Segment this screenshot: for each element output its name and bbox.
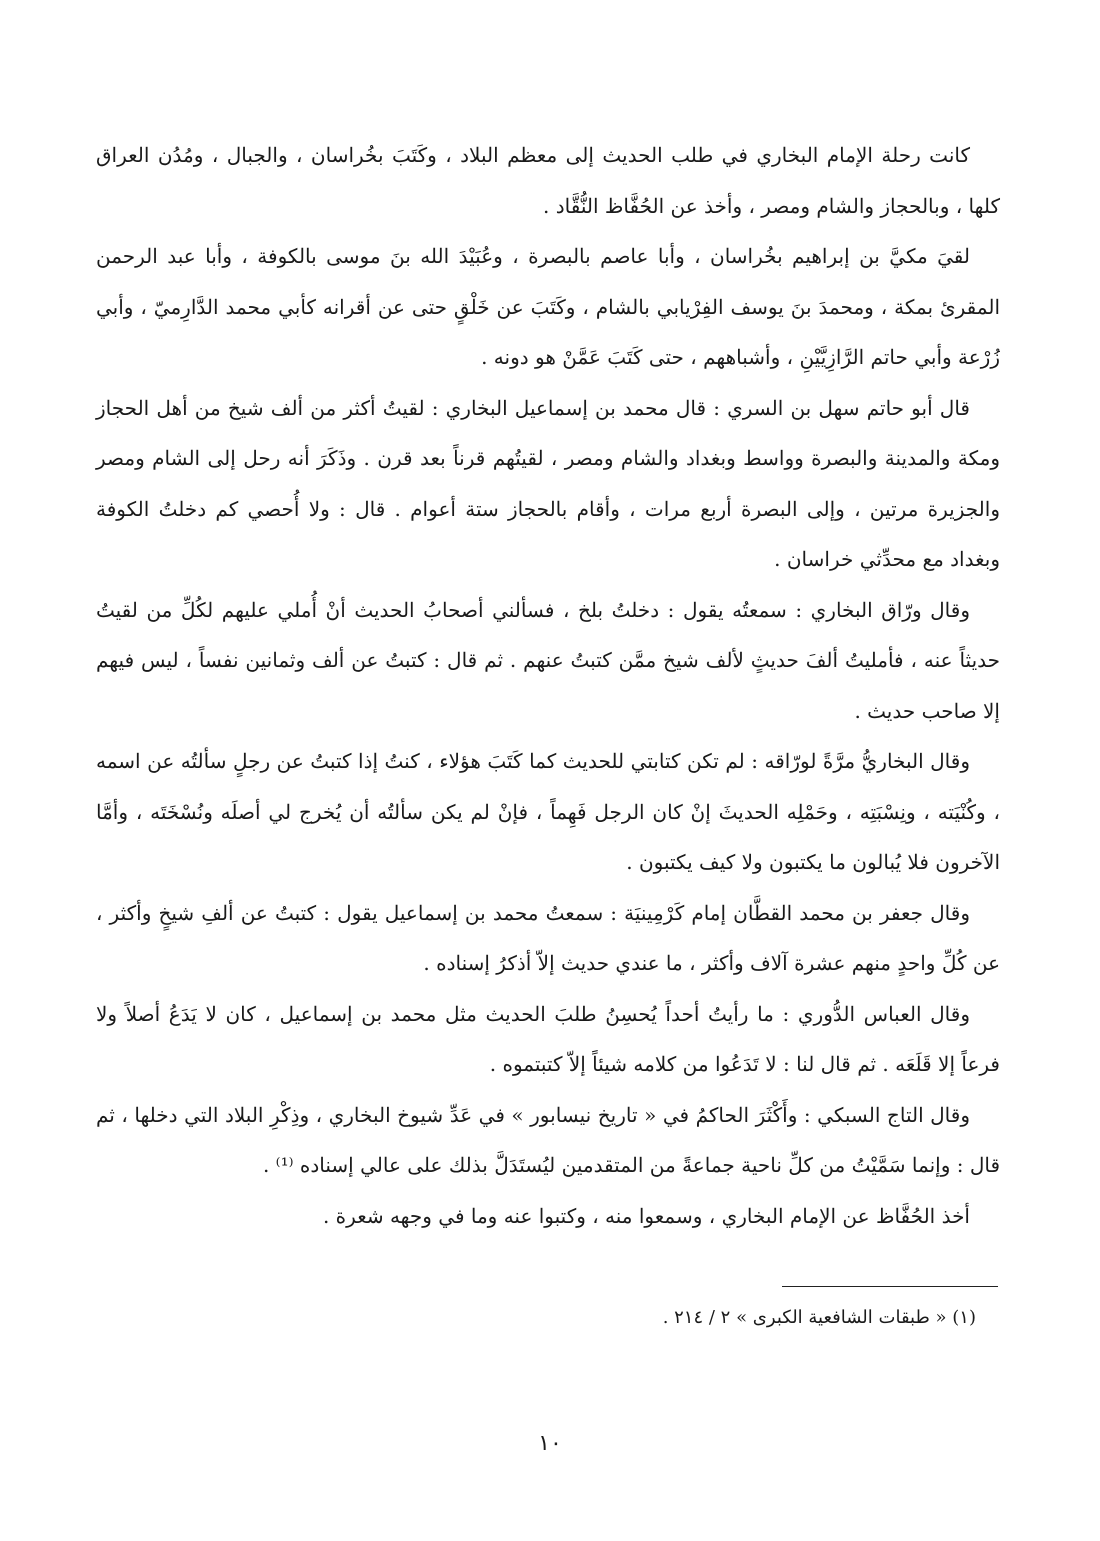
main-text: [96, 130, 1000, 1241]
paragraph-writing-method: وقال البخاريُّ مرَّةً لورّاقه : لم تكن كتابتي للحديث كما كَتَبَ هؤلاء ، كنتُ إذا كتبتُ عن رجلٍ سألتُه عن اسمه ، وكُنْيَته ، ونِسْبَتِه ، وحَمْلِه الحديثَ إنْ كان الرجل فَهِماً ، فإنْ لم يكن سألتُه أن يُخرج لي أصلَه ونُسْخَتَه ، وأمَّا الآخرون فلا يُبالون ما يكتبون ولا كيف يكتبون .: [96, 749, 1000, 874]
paragraph-abu-hatim: قال أبو حاتم سهل بن السري : قال محمد بن إسماعيل البخاري : لقيتُ أكثر من ألف شيخ من أهل الحجاز ومكة والمدينة والبصرة وواسط وبغداد والشام ومصر ، لقيتُهم قرناً بعد قرن . وذَكَرَ أنه رحل إلى الشام ومصر والجزيرة مرتين ، وإلى البصرة أربع مرات ، وأقام بالحجاز ستة أعوام . قال : ولا أُحصي كم دخلتُ الكوفة وبغداد مع محدِّثي خراسان .: [96, 395, 1000, 571]
footnote: (١) « طبقات الشافعية الكبرى » ٢ / ٢١٤ .: [662, 1307, 976, 1328]
paragraph-journey: كانت رحلة الإمام البخاري في طلب الحديث إلى معظم البلاد ، وكَتَبَ بخُراسان ، والجبال ، ومُدُن العراق كلها ، وبالحجاز والشام ومصر ، وأخذ عن الحُفَّاظ النُّقَّاد .: [96, 143, 1000, 218]
page-number: ١٠: [538, 1431, 562, 1456]
footnote-divider: [782, 1286, 998, 1287]
paragraph-warraq-balkh: وقال ورّاق البخاري : سمعتُه يقول : دخلتُ بلخ ، فسألني أصحابُ الحديث أنْ أُملي عليهم لكُلِّ من لقيتُ حديثاً عنه ، فأمليتُ ألفَ حديثٍ لألف شيخ ممَّن كتبتُ عنهم . ثم قال : كتبتُ عن ألف وثمانين نفساً ، ليس فيهم إلا صاحب حديث .: [96, 597, 1000, 723]
paragraph-abbas-duri: وقال العباس الدُّوري : ما رأيتُ أحداً يُحسِنُ طلبَ الحديث مثل محمد بن إسماعيل ، كان لا يَدَعُ أصلاً ولا فرعاً إلا قَلَعَه . ثم قال لنا : لا تَدَعُوا من كلامه شيئاً إلاّ كتبتموه .: [96, 1001, 1000, 1076]
paragraph-taj-subki: وقال التاج السبكي : وأَكْثَرَ الحاكمُ في « تاريخ نيسابور » في عَدِّ شيوخ البخاري ، وذِكْرِ البلاد التي دخلها ، ثم قال : وإنما سَمَّيْتُ من كلِّ ناحية جماعةً من المتقدمين ليُستَدَلَّ بذلك على عالي إسناده ⁽¹⁾ .: [96, 1102, 1000, 1177]
paragraph-huffaz: أخذ الحُفَّاظ عن الإمام البخاري ، وسمعوا منه ، وكتبوا عنه وما في وجهه شعرة .: [322, 1203, 970, 1228]
paragraph-jafar-qattan: وقال جعفر بن محمد القطَّان إمام كَرْمِينيَة : سمعتُ محمد بن إسماعيل يقول : كتبتُ عن ألفِ شيخٍ وأكثر ، عن كُلِّ واحدٍ منهم عشرة آلاف وأكثر ، ما عندي حديث إلاّ أذكرُ إسناده .: [96, 900, 1000, 975]
paragraph-teachers: لقيَ مكيَّ بن إبراهيم بخُراسان ، وأبا عاصم بالبصرة ، وعُبَيْدَ الله بنَ موسى بالكوفة ، وأبا عبد الرحمن المقرئ بمكة ، ومحمدَ بنَ يوسف الفِرْيابي بالشام ، وكَتَبَ عن خَلْقٍ حتى عن أقرانه كأبي محمد الدَّارِميّ ، وأبي زُرْعة وأبي حاتم الرَّازِيَّيْنِ ، وأشباههم ، حتى كَتَبَ عَمَّنْ هو دونه .: [96, 244, 1000, 369]
